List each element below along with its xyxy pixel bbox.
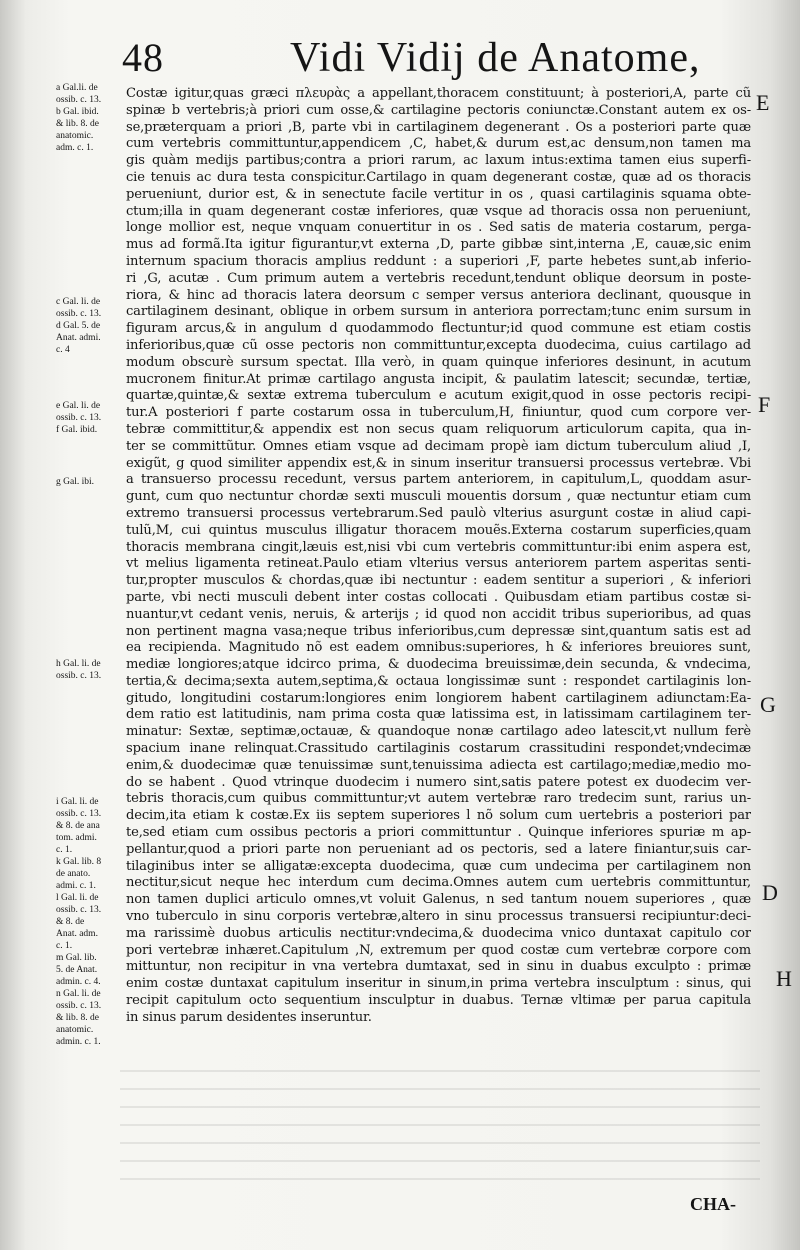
text-line: spinæ b vertebris;à priori cum osse,& cartilagine pectoris coniunctæ.Constant autem ex os- [126,102,751,118]
text-line: nuantur,vt cedant venis, neruis, & arterijs ; id quod non accidit tribus superioribus, ad quas [126,606,751,622]
text-line: tur,propter musculos & chordas,quæ ibi nectuntur : eadem sentitur a superiori , & inferiori [126,573,751,589]
text-line: modum obscurè sursum spectat. Illa verò, in quam quinque inferiores desinunt, in acutum [126,354,751,370]
text-line: ri ,G, acutæ . Cum primum autem a vertebris recedunt,tendunt oblique deorsum in poste- [126,270,751,286]
text-line: enim costæ duntaxat capitulum inseritur in sinum,in prima vertebra insculptum : sinus, qui [126,976,751,992]
text-line: tilaginibus inter se alligatæ:excepta duodecima, quæ cum undecima per cartilaginem non [126,858,751,874]
catchword: CHA- [690,1194,736,1214]
margin-note: g Gal. ibi. [56,477,94,487]
text-line: dem ratio est latitudinis, nam prima costa quæ latissima est, in latissimam cartilaginem ter- [126,707,751,723]
margin-note: h Gal. li. de ossib. c. 13. [56,659,102,681]
text-line: mucronem finitur.At primæ cartilago angusta incipit, & paulatim latescit; secundæ, tertiæ, [126,371,751,387]
text-line: cum vertebris committuntur,appendicem ,C, habet,& durum est,ac densum,non tamen ma [126,136,751,152]
text-line: enim,& duodecimæ quæ tenuissimæ sunt,tenuissima adiecta est cartilago;mediæ,medio mo- [126,757,751,773]
page-number: 48 [122,35,164,80]
text-line: figuram arcus,& in angulum d quodammodo flectuntur;id quod commune est etiam costis [126,321,751,337]
text-line: mediæ longiores;atque idcirco prima, & duodecima breuissimæ,dein secunda, & vndecima, [126,657,751,673]
running-title: Vidi Vidij de Anatome, [290,35,701,81]
text-line: Costæ igitur,quas græci πλευρὰς a appellant,thoracem constituunt; à posteriori,A, parte cũ [126,86,751,101]
text-line: pellantur,quod a priori parte non perueniant ad os pectoris, sed a latere finiantur,suis car- [126,841,751,857]
text-line: mus ad formã.Ita igitur figurantur,vt externa ,D, parte gibbæ sint,interna ,E, cauæ,sic enim [126,237,751,253]
text-line: extremo transuersi processus vertebrarum.Sed paulò vlterius asurgunt costæ in aliud capi- [126,505,751,521]
text-line: non pertinent magna vasa;neque tribus inferioribus,cum depressæ sint,quantum satis est ad [126,623,751,639]
text-line: ma rarissimè duobus articulis nectitur:vndecima,& duodecima vnico duntaxat capitulo cor [126,925,751,941]
text-line: riora, & hinc ad thoracis latera deorsum c semper versus anteriora declinant, quousque in [126,287,751,303]
main-text-column [126,86,751,1101]
text-line: cartilaginem desinant, oblique in orbem sursum in anteriora porrectam;tunc enim sursum in [126,304,751,320]
text-line: cie tenuis ac dura testa conspicitur.Cartilago in quam degenerant costæ, quæ ad os thoracis [126,169,751,185]
text-line: se,præterquam a priori ,B, parte vbi in cartilaginem degenerant . Os a posteriori parte quæ [126,119,751,135]
text-line: decim,ita etiam k costæ.Ex iis septem superiores l nõ solum cum uertebris a posteriori par [126,808,751,824]
text-line: ea recipienda. Magnitudo nõ est eadem omnibus:superiores, h & inferiores breuiores sunt, [126,640,751,656]
margin-note: c Gal. li. de ossib. c. 13. d Gal. 5. de Anat. admi. c. 4 [56,297,102,355]
page-header [122,34,742,86]
text-line: tertia,& decima;sexta autem,septima,& octaua longissimæ sunt : respondet cartilaginis lon- [126,673,751,689]
text-line: exigũt, g quod similiter appendix est,& in sinum inseritur transuersi processus vertebræ. Vbi [126,455,751,471]
text-line: gunt, cum quo nectuntur chordæ sexti musculi mouentis dorsum , quæ nectuntur etiam cum [126,489,751,505]
left-margin-notes [56,82,120,1132]
figure-letter: D [762,880,778,905]
right-margin-letters [752,0,800,1250]
text-line: quartæ,quintæ,& sextæ extrema tuberculum e acutum exigit,quod in osse pectoris recipi- [126,388,751,404]
text-line: tebris thoracis,cum quibus committuntur;vt autem vertebræ raro tredecim sunt, rarius un- [126,791,751,807]
text-line: nectitur,sicut neque hec interdum cum decima.Omnes autem cum uertebris committuntur, [126,875,751,891]
text-line: parte, vbi necti musculi debent inter costas collocati . Quibusdam etiam partibus costæ si- [126,589,751,605]
margin-note: a Gal.li. de ossib. c. 13. b Gal. ibid. & lib. 8. de anatomic. adm. c. 1. [56,83,102,153]
text-line: recipit capitulum octo sequentium insculptur in duabus. Ternæ vltimæ per parua capitula [126,993,751,1009]
text-line: longe mollior est, neque vnquam conuertitur in os . Sed satis de materia costarum, perga- [126,220,751,236]
text-line: mittuntur, non recipitur in vna vertebra dumtaxat, sed in sinu in duabus exculpto : primæ [126,959,751,975]
text-line: ctum;illa in quam degenerant costæ inferiores, quæ vsque ad thoracis ossa non perueniunt, [126,203,751,219]
margin-note: e Gal. li. de ossib. c. 13. f Gal. ibid. [56,401,102,435]
figure-letter: E [756,90,770,115]
text-line: pori vertebræ inhæret.Capitulum ,N, extremum per quod costæ cum vertebræ corpore com [126,942,751,958]
text-line: ter se committũtur. Omnes etiam vsque ad decimam propè iam dictum tuberculum aliud ,I, [126,438,751,454]
figure-letter: H [776,966,792,991]
text-line: gis quàm medijs partibus;contra a priori rarum, ac laxum intus:extima tamen eius superfi- [126,153,751,169]
margin-note: i Gal. li. de ossib. c. 13. & 8. de ana tom. admi. c. 1. k Gal. lib. 8 de anato. admi. c. 1. l Gal. li. de ossib. c. 13. & 8. de Anat. adm. c. 1. m Gal. lib. 5. de Anat. admin. c. 4. n Gal. li. de ossib. c. 13. & lib. 8. de anatomic. admin. c. 1. [56,797,102,1047]
text-line: thoracis membrana cingit,læuis est,nisi vbi cum vertebris committuntur:ibi enim aspera est, [126,539,751,555]
figure-letter: G [760,692,776,717]
text-line: tebræ committitur,& appendix est non secus quam reliquorum articulorum capita, qua in- [126,421,751,437]
text-line: do se habent . Quod vtrinque duodecim i numero sint,satis patere potest ex duodecim ver- [126,774,751,790]
text-line: tulũ,M, cui quintus musculus illigatur thoracem mouẽs.Externa costarum superficies,quam [126,522,751,538]
text-line: spacium inane relinquat.Crassitudo cartilaginis costarum crassitudini respondet;vndecimæ [126,741,751,757]
text-line: tur.A posteriori f parte costarum ossa in tuberculum,H, finiuntur, quod cum corpore ver- [126,405,751,421]
text-line: inferioribus,quæ cũ osse pectoris non committuntur,excepta duodecima, cuius cartilago ad [126,337,751,353]
text-line: internum spacium thoracis amplius reddunt : a superiori ,F, parte hebetes sunt,ab inferio- [126,253,751,269]
text-line: te,sed etiam cum ossibus pectoris a priori committuntur . Quinque inferiores spuriæ m ap- [126,825,751,841]
text-line: gitudo, longitudini costarum:longiores enim longiorem habent cartilaginem adiunctam:Ea- [126,690,751,706]
text-line: minatur: Sextæ, septimæ,octauæ, & quandoque nonæ cartilago adeo latescit,vt nullum ferè [126,724,751,740]
text-line: perueniunt, durior est, & in senectute facile vertitur in os , quasi cartilaginis squama obte- [126,186,751,202]
text-line: non tamen duplici articulo omnes,vt voluit Galenus, n sed tantum nouem superiores , quæ [126,892,751,908]
text-line: vt melius ligamenta retineat.Paulo etiam vlterius versus anteriorem partem asperitas senti- [126,556,751,572]
text-line: a transuerso processu recedunt, versus partem anteriorem, in capitulum,L, quoddam asur- [126,472,751,488]
figure-letter: F [758,392,771,417]
text-line: in sinus parum desidentes inseruntur. [126,1009,372,1025]
text-line: vno tuberculo in sinu corporis vertebræ,altero in sinu processus transuersi recipiuntur:deci- [126,909,751,925]
